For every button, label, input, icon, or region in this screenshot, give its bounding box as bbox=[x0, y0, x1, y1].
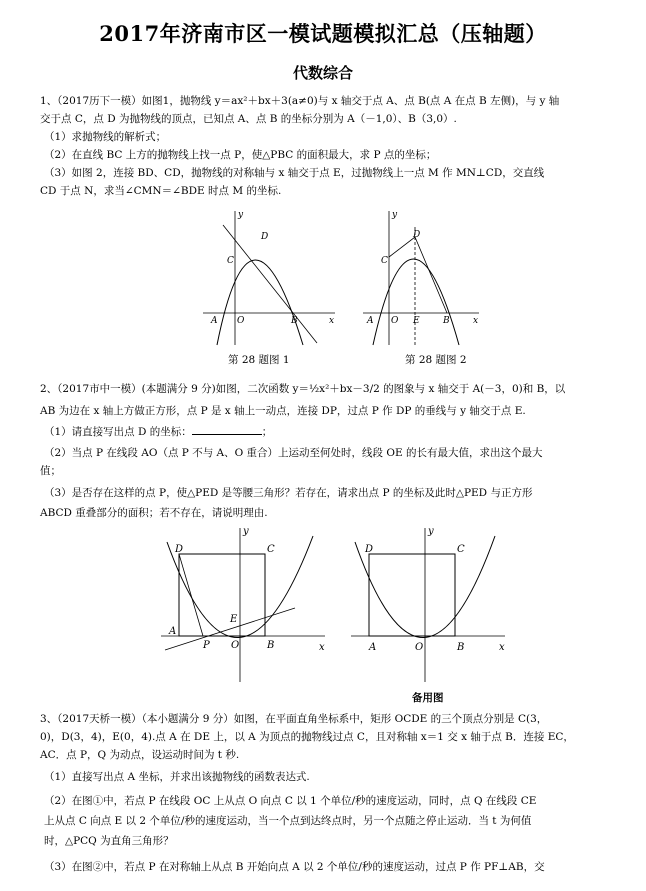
section-title: 代数综合 bbox=[292, 64, 353, 82]
axis-label-y: y bbox=[428, 526, 434, 537]
q1-line: （1）求抛物线的解析式； bbox=[44, 131, 167, 143]
point-label-E: E bbox=[413, 316, 420, 326]
q1-figure-2 bbox=[355, 205, 485, 350]
q3-line: （3）在图②中，若点 P 在对称轴上从点 B 开始向点 A 以 2 个单位/秒的速度运动，过点 P 作 PF⊥AB，交 bbox=[44, 861, 545, 873]
q1-line: 1、（2017历下一模）如图1，抛物线 y＝ax²＋bx＋3(a≠0)与 x 轴交于点 A、点 B(点 A 在点 B 左侧)，与 y 轴 bbox=[40, 95, 560, 107]
q2-line: 2、（2017市中一模）(本题满分 9 分)如图，二次函数 y＝½x²＋bx－3/2 的图象与 x 轴交于 A(－3，0)和 B，以 bbox=[40, 383, 566, 395]
point-label-B: B bbox=[267, 640, 275, 651]
figure-caption: 备用图 bbox=[412, 692, 444, 704]
point-label-A: A bbox=[367, 316, 374, 326]
q3-line: 0)，D(3，4)，E(0，4).点 A 在 DE 上，以 A 为顶点的抛物线过点 C，且对称轴 x＝1 交 x 轴于点 B．连接 EC， bbox=[40, 731, 574, 743]
point-label-P: P bbox=[203, 640, 210, 651]
point-label-B: B bbox=[457, 642, 465, 653]
answer-blank bbox=[192, 424, 262, 435]
point-label-C: C bbox=[267, 544, 275, 555]
point-label-O: O bbox=[415, 642, 424, 653]
axis-label-x: x bbox=[319, 642, 325, 653]
point-label-D: D bbox=[261, 232, 269, 242]
point-label-C: C bbox=[227, 256, 234, 266]
figure-caption: 第 28 题图 1 bbox=[228, 354, 290, 366]
point-label-O: O bbox=[231, 640, 240, 651]
q3-line: 时，△PCQ 为直角三角形？ bbox=[44, 835, 174, 847]
point-label-O: O bbox=[237, 316, 245, 326]
point-label-A: A bbox=[211, 316, 218, 326]
axis-label-x: x bbox=[473, 316, 479, 326]
q1-line: （2）在直线 BC 上方的抛物线上找一点 P，使△PBC 的面积最大，求 P 点的坐标； bbox=[44, 149, 437, 161]
q2-line: ABCD 重叠部分的面积；若不存在，请说明理由. bbox=[40, 507, 268, 519]
point-label-D: D bbox=[413, 230, 421, 240]
q3-line: 3、（2017天桥一模）（本小题满分 9 分）如图，在平面直角坐标系中，矩形 OCDE 的三个顶点分别是 C(3， bbox=[40, 713, 548, 725]
q2-figure-1 bbox=[155, 522, 335, 687]
point-label-D: D bbox=[175, 544, 184, 555]
q2-line: （1）请直接写出点 D 的坐标： ； bbox=[44, 426, 273, 438]
point-label-B: B bbox=[443, 316, 450, 326]
q3-line: （1）直接写出点 A 坐标，并求出该抛物线的函数表达式. bbox=[44, 771, 310, 783]
axis-label-y: y bbox=[392, 210, 398, 220]
q2-line-text: （1）请直接写出点 D 的坐标： bbox=[44, 426, 192, 438]
page-title: 2017年济南市区一模试题模拟汇总（压轴题） bbox=[99, 21, 547, 46]
point-label-A: A bbox=[169, 626, 177, 637]
axis-label-x: x bbox=[499, 642, 505, 653]
q2-figure-2 bbox=[345, 522, 515, 687]
point-label-B: B bbox=[291, 316, 298, 326]
axis-label-x: x bbox=[329, 316, 335, 326]
q3-line: 上从点 C 向点 E 以 2 个单位/秒的速度运动，当一个点到达终点时，另一个点随之停止运动．当 t 为何值 bbox=[44, 815, 532, 827]
point-label-C: C bbox=[457, 544, 465, 555]
axis-label-y: y bbox=[238, 210, 244, 220]
point-label-C: C bbox=[381, 256, 388, 266]
q1-figure-1 bbox=[195, 205, 345, 350]
q1-line: CD 于点 N，求当∠CMN＝∠BDE 时点 M 的坐标. bbox=[40, 185, 282, 197]
q3-line: AC．点 P，Q 为动点，设运动时间为 t 秒. bbox=[40, 749, 240, 761]
axis-label-y: y bbox=[243, 526, 249, 537]
point-label-E: E bbox=[230, 614, 238, 625]
q1-line: 交于点 C，点 D 为抛物线的顶点，已知点 A、点 B 的坐标分别为 A（－1,0）、B（3,0）. bbox=[40, 113, 457, 125]
q2-line: （2）当点 P 在线段 AO（点 P 不与 A、O 重合）上运动至何处时，线段 OE 的长有最大值，求出这个最大 bbox=[44, 447, 543, 459]
figure-caption: 第 28 题图 2 bbox=[405, 354, 467, 366]
q3-line: （2）在图①中，若点 P 在线段 OC 上从点 O 向点 C 以 1 个单位/秒的速度运动，同时，点 Q 在线段 CE bbox=[44, 795, 537, 807]
point-label-O: O bbox=[391, 316, 399, 326]
q2-line: AB 为边在 x 轴上方做正方形，点 P 是 x 轴上一动点，连接 DP，过点 P 作 DP 的垂线与 y 轴交于点 E. bbox=[40, 405, 526, 417]
q2-line: （3）是否存在这样的点 P，使△PED 是等腰三角形？若存在，请求出点 P 的坐标及此时△PED 与正方形 bbox=[44, 487, 533, 499]
q2-line: 值； bbox=[40, 465, 61, 477]
point-label-A: A bbox=[369, 642, 377, 653]
point-label-D: D bbox=[365, 544, 374, 555]
q1-line: （3）如图 2，连接 BD、CD，抛物线的对称轴与 x 轴交于点 E，过抛物线上一点 M 作 MN⊥CD，交直线 bbox=[44, 167, 545, 179]
